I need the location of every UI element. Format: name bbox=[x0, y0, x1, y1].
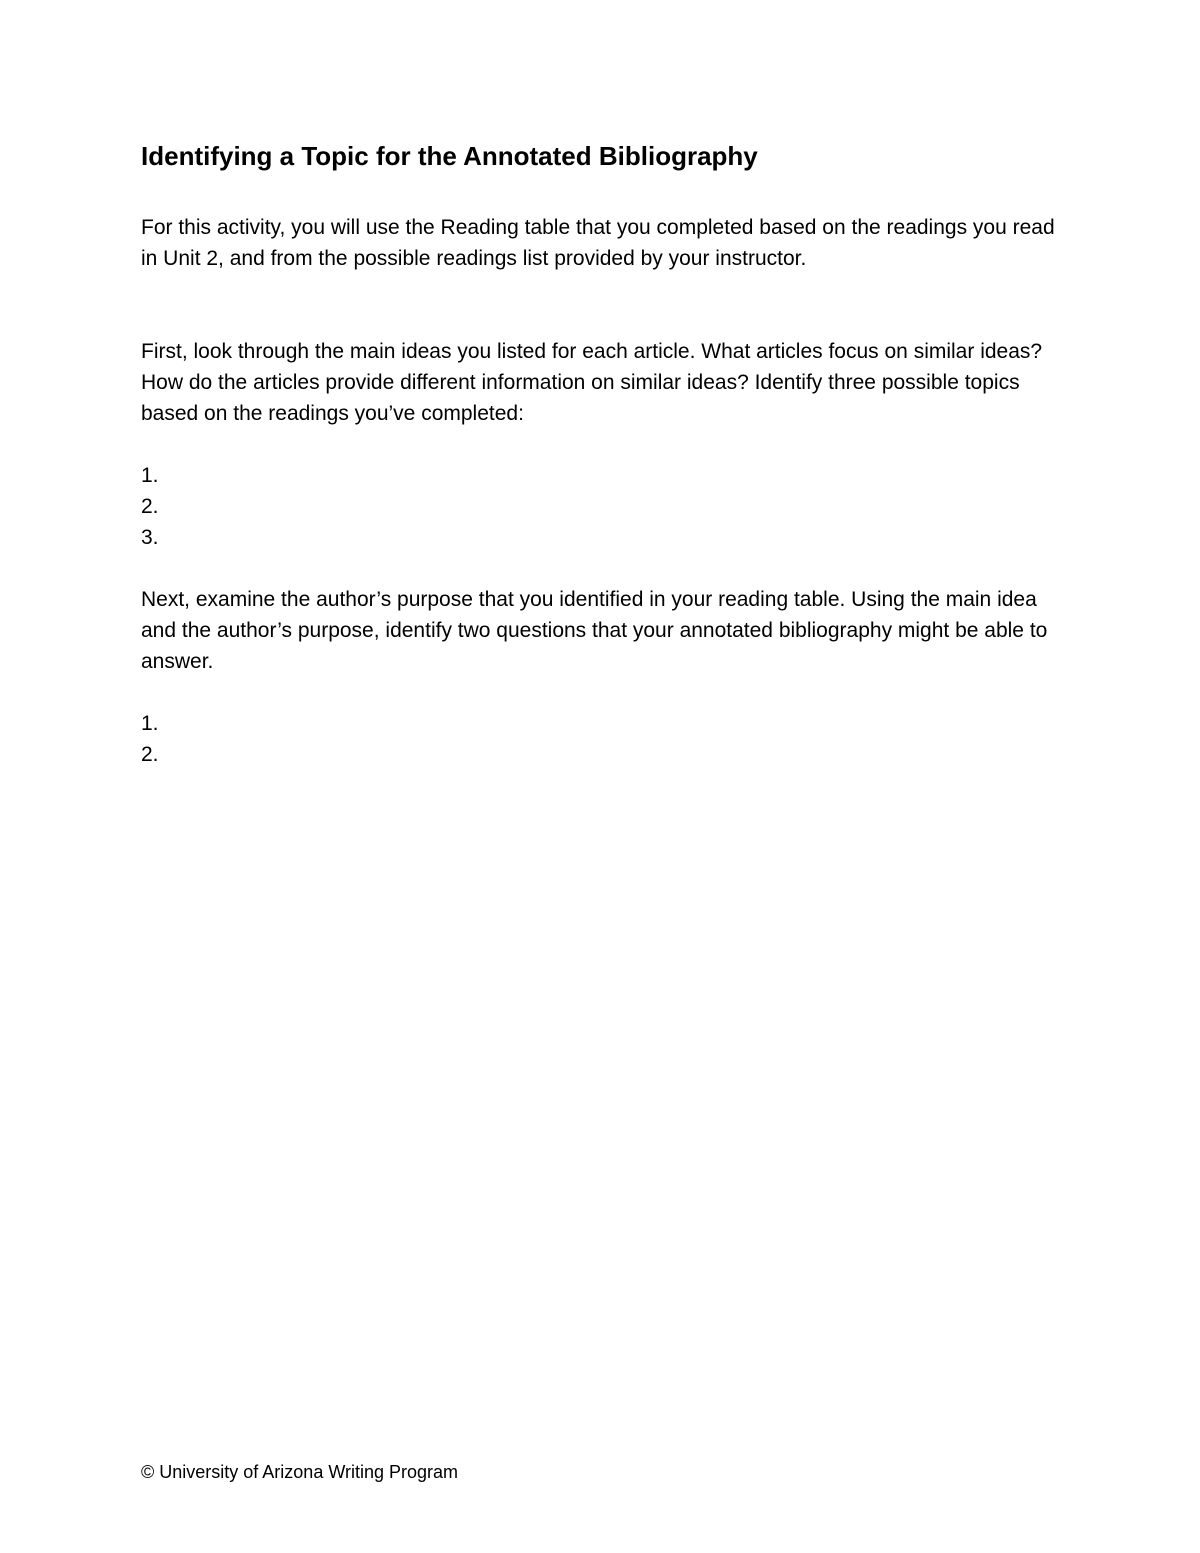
list-item: 2. bbox=[141, 743, 159, 766]
list-item: 3. bbox=[141, 526, 159, 549]
list-item: 2. bbox=[141, 495, 159, 518]
document-title: Identifying a Topic for the Annotated Bibliography bbox=[141, 141, 758, 171]
copyright-footer: © University of Arizona Writing Program bbox=[141, 1462, 459, 1482]
topics-list bbox=[141, 460, 1071, 553]
questions-list bbox=[141, 708, 1071, 770]
questions-instruction-paragraph: Next, examine the author’s purpose that you identified in your reading table. Using the main idea and the author’s purpose, identify two questions that your annotated bibliography might be able to answer. bbox=[141, 588, 1048, 673]
topics-instruction-paragraph: First, look through the main ideas you listed for each article. What articles focus on similar ideas? How do the articles provide different information on similar ideas? Identify three possible topics based on the readings you’ve completed: bbox=[141, 340, 1043, 425]
list-item: 1. bbox=[141, 464, 159, 487]
intro-paragraph: For this activity, you will use the Reading table that you completed based on the readings you read in Unit 2, and from the possible readings list provided by your instructor. bbox=[141, 216, 1055, 270]
list-item: 1. bbox=[141, 712, 159, 735]
